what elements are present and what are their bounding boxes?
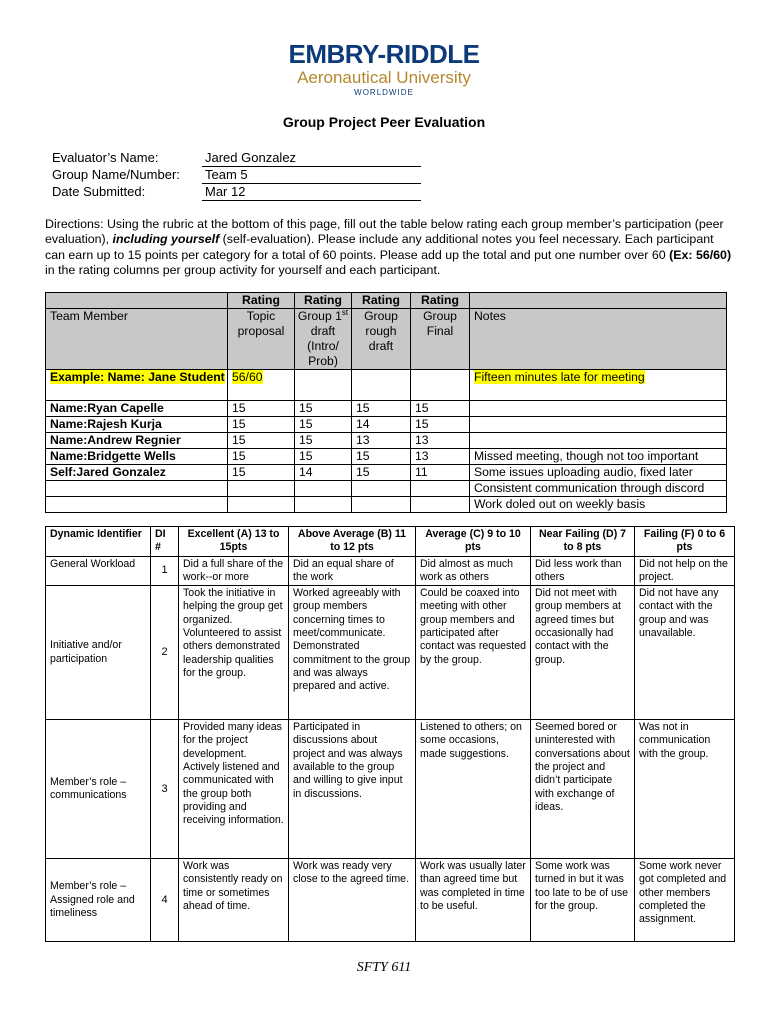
rating-cell[interactable]: 15	[295, 401, 352, 417]
rating-cell[interactable]	[411, 481, 470, 497]
logo-line-3: WORLDWIDE	[354, 88, 414, 97]
rating-cell[interactable]: 15	[352, 401, 411, 417]
rubric-cell-f: Did not have any contact with the group and was unavailable.	[635, 586, 735, 720]
rubric-cell-c: Did almost as much work as others	[416, 556, 531, 586]
member-name[interactable]: Name:Bridgette Wells	[46, 449, 228, 465]
rubric-header-f: Failing (F) 0 to 6 pts	[635, 527, 735, 557]
page-title: Group Project Peer Evaluation	[282, 114, 486, 130]
rating-header-1: Rating	[228, 293, 295, 309]
rubric-num: 2	[151, 586, 179, 720]
member-name[interactable]: Self:Jared Gonzalez	[46, 465, 228, 481]
rubric-cell-d: Did less work than others	[531, 556, 635, 586]
example-notes: Fifteen minutes late for meeting	[474, 370, 645, 384]
rating-cell[interactable]: 15	[228, 417, 295, 433]
table-row	[46, 497, 727, 513]
table-row	[46, 417, 727, 433]
member-name[interactable]	[46, 481, 228, 497]
date-label: Date Submitted:	[52, 184, 146, 199]
course-footer: SFTY 611	[356, 960, 412, 975]
rating-cell[interactable]	[228, 481, 295, 497]
notes-cell[interactable]: Consistent communication through discord	[470, 481, 727, 497]
rating-cell[interactable]	[295, 481, 352, 497]
header-blank	[46, 293, 228, 309]
evaluator-label: Evaluator’s Name:	[52, 150, 159, 165]
evaluator-field[interactable]: Jared Gonzalez	[202, 150, 421, 167]
member-name[interactable]: Name:Ryan Capelle	[46, 401, 228, 417]
example-row	[46, 370, 727, 401]
rating-cell[interactable]: 15	[352, 465, 411, 481]
rating-cell[interactable]: 13	[411, 433, 470, 449]
rating-cell[interactable]: 14	[295, 465, 352, 481]
rating-cell[interactable]: 15	[411, 417, 470, 433]
rubric-cell-c: Listened to others; on some occasions, made suggestions.	[416, 720, 531, 859]
table-row	[46, 465, 727, 481]
rubric-cell-c: Could be coaxed into meeting with other group members and participated after contact was requested by the group.	[416, 586, 531, 720]
example-name: Example: Name: Jane Student	[50, 370, 225, 384]
rating-cell[interactable]: 15	[228, 401, 295, 417]
rubric-header-a: Excellent (A) 13 to 15pts	[179, 527, 289, 557]
rubric-row	[46, 556, 735, 586]
rubric-header-identifier: Dynamic Identifier	[46, 527, 151, 557]
rubric-identifier: General Workload	[46, 556, 151, 586]
member-name[interactable]: Name:Andrew Regnier	[46, 433, 228, 449]
rubric-row	[46, 859, 735, 942]
notes-cell[interactable]	[470, 401, 727, 417]
rubric-cell-b: Work was ready very close to the agreed time.	[289, 859, 416, 942]
rating-cell[interactable]: 15	[295, 417, 352, 433]
rating-cell[interactable]: 15	[411, 401, 470, 417]
rubric-identifier: Member’s role – Assigned role and timeliness	[46, 859, 151, 942]
topic-proposal-header: Topic proposal	[228, 309, 295, 370]
rating-cell[interactable]	[352, 481, 411, 497]
rubric-cell-a: Did a full share of the work--or more	[179, 556, 289, 586]
rubric-cell-d: Some work was turned in but it was too late to be of use for the group.	[531, 859, 635, 942]
rating-cell[interactable]	[352, 497, 411, 513]
directions-paragraph: Directions: Using the rubric at the bottom of this page, fill out the table below rating each group member’s participation (peer evaluation), including yourself (self-evaluation). Please include any additional notes you feel necessary. Each participant can earn up to 15 points per category for a total of 60 points. Please add up the total and put one number over 60 (Ex: 56/60) in the rating columns per group activity for yourself and each participant.	[45, 217, 732, 278]
logo-line-1: EMBRY-RIDDLE	[288, 39, 480, 69]
rubric-identifier: Initiative and/or participation	[46, 586, 151, 720]
rating-cell[interactable]: 13	[352, 433, 411, 449]
group-field[interactable]: Team 5	[202, 167, 421, 184]
rating-table	[45, 292, 727, 513]
rating-cell[interactable]: 14	[352, 417, 411, 433]
member-name[interactable]: Name:Rajesh Kurja	[46, 417, 228, 433]
rubric-num: 1	[151, 556, 179, 586]
rubric-row	[46, 720, 735, 859]
rubric-cell-a: Work was consistently ready on time or sometimes ahead of time.	[179, 859, 289, 942]
rating-cell[interactable]: 13	[411, 449, 470, 465]
rubric-identifier: Member’s role – communications	[46, 720, 151, 859]
example-topic: 56/60	[232, 370, 263, 384]
rating-cell[interactable]: 11	[411, 465, 470, 481]
notes-cell[interactable]	[470, 433, 727, 449]
rubric-table	[45, 526, 735, 942]
rubric-num: 4	[151, 859, 179, 942]
notes-header: Notes	[470, 309, 727, 370]
rubric-row	[46, 586, 735, 720]
rating-cell[interactable]: 15	[228, 465, 295, 481]
table-row	[46, 449, 727, 465]
rubric-cell-b: Participated in discussions about project and was always available to the group and willing to give input in discussions.	[289, 720, 416, 859]
table-row	[46, 433, 727, 449]
first-draft-header: Group 1st draft (Intro/ Prob)	[295, 309, 352, 370]
rating-cell[interactable]: 15	[295, 449, 352, 465]
rating-cell[interactable]	[295, 497, 352, 513]
rating-cell[interactable]: 15	[352, 449, 411, 465]
rubric-header-c: Average (C) 9 to 10 pts	[416, 527, 531, 557]
rubric-cell-d: Did not meet with group members at agreed times but occasionally had contact with the group.	[531, 586, 635, 720]
rating-cell[interactable]: 15	[295, 433, 352, 449]
table-row	[46, 401, 727, 417]
rubric-cell-f: Was not in communication with the group.	[635, 720, 735, 859]
rubric-cell-a: Took the initiative in helping the group get organized. Volunteered to assist others demonstrated leadership qualities for the group.	[179, 586, 289, 720]
date-field[interactable]: Mar 12	[202, 184, 421, 201]
team-member-header: Team Member	[46, 309, 228, 370]
rubric-cell-f: Did not help on the project.	[635, 556, 735, 586]
final-header: Group Final	[411, 309, 470, 370]
rating-header-3: Rating	[352, 293, 411, 309]
rating-cell[interactable]: 15	[228, 449, 295, 465]
rating-header-2: Rating	[295, 293, 352, 309]
rubric-header-di: DI #	[151, 527, 179, 557]
rubric-cell-b: Worked agreeably with group members concerning times to meet/communicate. Demonstrated commitment to the group and was always prepared and active.	[289, 586, 416, 720]
rubric-header-b: Above Average (B) 11 to 12 pts	[289, 527, 416, 557]
rubric-header-row	[46, 527, 735, 557]
notes-cell[interactable]	[470, 417, 727, 433]
rubric-cell-b: Did an equal share of the work	[289, 556, 416, 586]
rubric-num: 3	[151, 720, 179, 859]
university-logo	[278, 40, 490, 99]
notes-cell[interactable]: Missed meeting, though not too important	[470, 449, 727, 465]
rubric-cell-f: Some work never got completed and other members completed the assignment.	[635, 859, 735, 942]
rough-draft-header: Group rough draft	[352, 309, 411, 370]
group-label: Group Name/Number:	[52, 167, 180, 182]
rating-cell[interactable]	[228, 497, 295, 513]
rubric-cell-a: Provided many ideas for the project development. Actively listened and communicated with the group both providing and receiving information.	[179, 720, 289, 859]
member-name[interactable]	[46, 497, 228, 513]
rubric-header-d: Near Failing (D) 7 to 8 pts	[531, 527, 635, 557]
rating-cell[interactable]	[411, 497, 470, 513]
rubric-cell-c: Work was usually later than agreed time but was completed in time to be useful.	[416, 859, 531, 942]
rating-cell[interactable]: 15	[228, 433, 295, 449]
notes-cell[interactable]: Some issues uploading audio, fixed later	[470, 465, 727, 481]
rating-header-4: Rating	[411, 293, 470, 309]
directions-label: Directions:	[45, 217, 104, 231]
notes-cell[interactable]: Work doled out on weekly basis	[470, 497, 727, 513]
table-row	[46, 481, 727, 497]
logo-line-2: Aeronautical University	[297, 68, 471, 87]
rubric-cell-d: Seemed bored or uninterested with conversations about the project and didn’t participate with exchange of ideas.	[531, 720, 635, 859]
